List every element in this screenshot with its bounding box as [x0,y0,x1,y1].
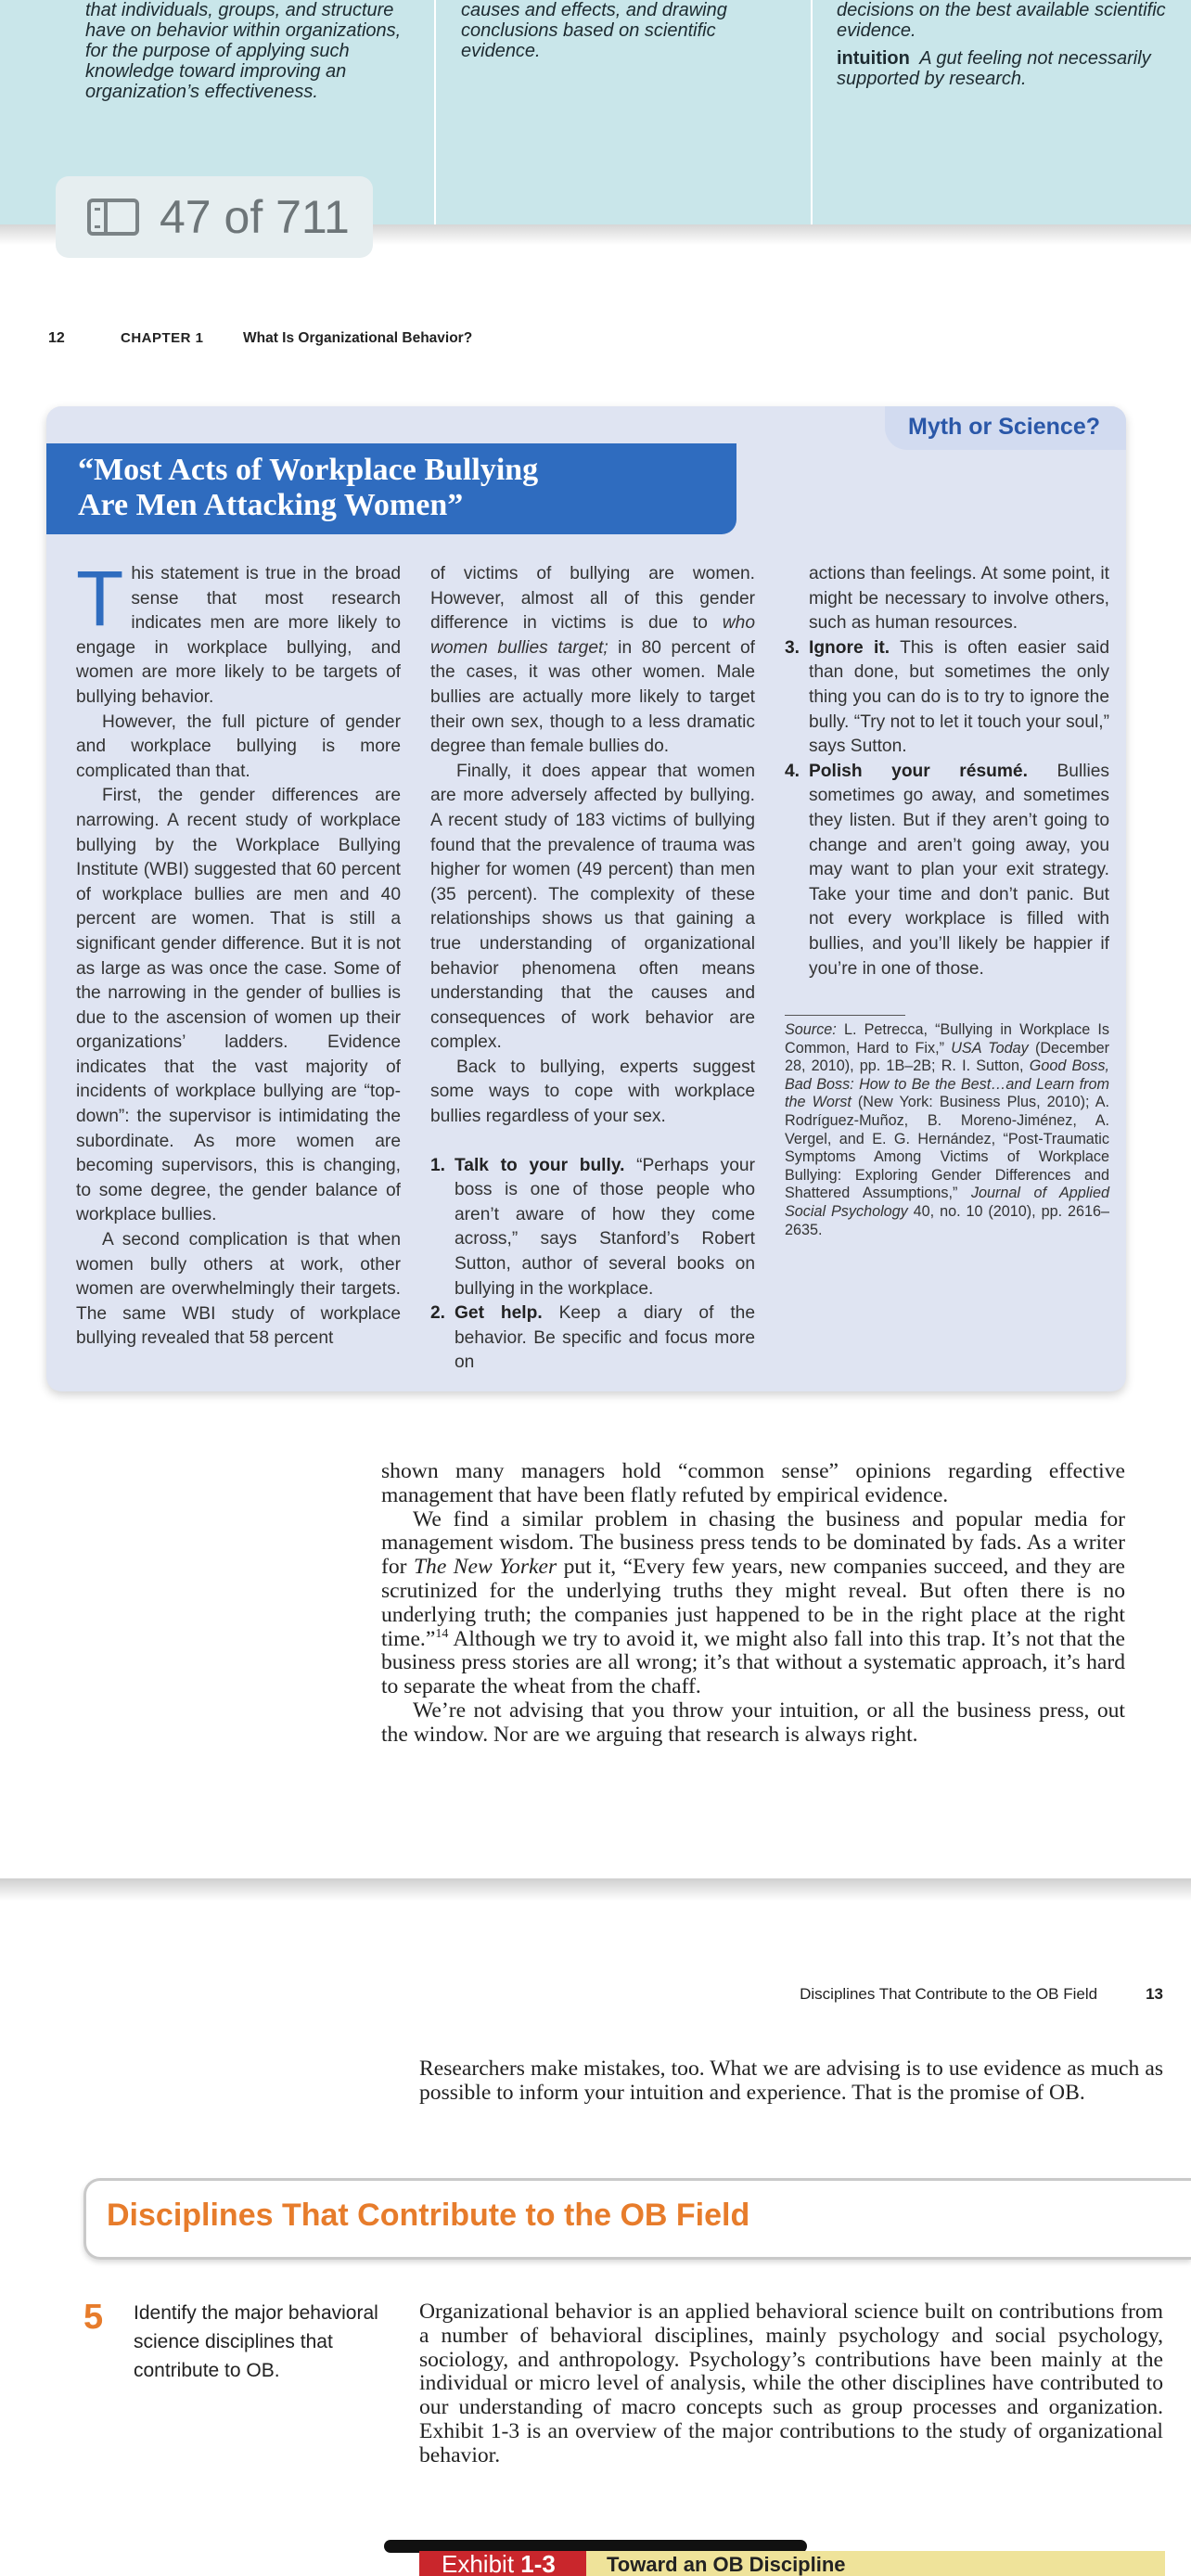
section-running-title: Disciplines That Contribute to the OB Field [800,1985,1098,2003]
footnote-ref[interactable]: 14 [435,1626,449,1641]
list-number: 3. [785,637,800,658]
page-number: 13 [1146,1985,1163,2003]
exhibit-word: Exhibit [442,2550,515,2576]
myth-title-line-2: Are Men Attacking Women” [78,488,464,522]
list-item [785,760,1109,981]
list-item-text: This is often easier said than done, but sometimes the only thing you can do is to try to ignore the bully. “Try not to let it touch your soul,” says Sutton. [809,637,1110,757]
tips-list [785,636,1109,981]
list-item [430,1301,755,1376]
list-item [785,636,1109,760]
list-item-text: Bullies sometimes go away, and sometimes they listen. But if they aren’t going to change and aren’t going away, you may want to plan your exit strategy. Take your time and don’t panic. But not every workplace is filled with bullies, and you’ll likely be happier if you’re in one of those. [809,761,1110,979]
paragraph [381,1508,1125,1699]
chapter-label: CHAPTER 1 [121,330,204,346]
paragraph-text: put it, “Every few years, new companies succeed, and they are scrutinized for the underlying truths they might reveal. But often there is no underlying truth; the companies just happened to be in the right place at the right time.” [381,1555,1125,1651]
paragraph: Researchers make mistakes, too. What we are advising is to use evidence as much as possible to inform your intuition and experience. That is the promise of OB. [419,2057,1163,2105]
paragraph: actions than feelings. At some point, it might be necessary to involve others, such as human resources. [809,564,1109,634]
source-divider [785,1015,905,1016]
paragraph-text: in 80 percent of the cases, it was other women. Male bullies are actually more likely to target their own sex, though to a less dramatic degree than female bullies do. [430,637,755,757]
citation-title: Good Boss, Bad Boss: How to Be the Best…and Learn from the Worst [785,1057,1109,1111]
paragraph: However, the full picture of gender and workplace bullying is more complicated than that. [76,711,401,781]
citation-text: L. Petrecca, “Bullying in Workplace Is Common, Hard to Fix,” [785,1021,1109,1057]
myth-column-1 [76,555,401,1376]
body-text-page-12 [381,1460,1125,1748]
myth-or-science-box [46,406,1126,1391]
source-label: Source: [785,1021,837,1039]
paragraph: Organizational behavior is an applied behavioral science built on contributions from a number of behavioral disciplines, mainly psychology and social psychology, sociology, and anthropology. Psychology’s contributions have been mainly at the individual or micro level of analysis, while the other disciplines have contributed to our understanding of macro concepts such as group processes and organization. Exhibit 1-3 is an overview of the major contributions to the study of organizational behavior. [419,2300,1163,2467]
chapter-title: What Is Organizational Behavior? [243,330,473,346]
list-item-heading: Get help. [455,1303,543,1324]
exhibit-header [419,2551,1165,2576]
page-break [0,1878,1191,1901]
column-divider [811,0,813,224]
page-counter-text: 47 of 711 [160,191,350,243]
paragraph: A second complication is that when women bully others at work, other women are overwhelmingly their targets. The same WBI study of workplace bullying revealed that 58 percent [76,1230,401,1349]
citation-text: 40, no. 10 (2010), pp. 2616–2635. [785,1203,1109,1238]
page-counter-badge[interactable] [56,176,373,258]
paragraph: shown many managers hold “common sense” opinions regarding effective management that have been flatly refuted by empirical evidence. [381,1459,1125,1507]
list-number: 1. [430,1155,446,1175]
learning-objective [83,2299,384,2385]
column-divider [434,0,436,224]
citation-text: (December 28, 2010), pp. 1B–2B; R. I. Sutton, [785,1039,1110,1075]
exhibit-number: 1-3 [520,2550,556,2576]
paragraph: Back to bullying, experts suggest some ways to cope with workplace bullies regardless of your sex. [430,1057,755,1127]
myth-column-3 [785,562,1109,1376]
margin-definition-3 [837,0,1171,89]
myth-or-science-tag: Myth or Science? [885,406,1126,450]
definition-fragment: decisions on the best available scientific evidence. [837,0,1166,41]
paragraph: Finally, it does appear that women are more adversely affected by bullying. A recent study of 183 victims of bullying found that the prevalence of trauma was higher for women (49 percent) than men (35 percent). The complexity of these relationships shows us that gaining a true understanding of organizational behavior phenomena often means understanding that the causes and consequences of work behavior are complex. [430,761,755,1053]
myth-columns [76,555,1110,1376]
source-citation [785,1021,1109,1239]
drop-cap: T [76,555,124,642]
body-text-page-13-top [419,2057,1163,2106]
list-number: 4. [785,761,800,781]
book-icon [87,199,139,236]
glossary-term: intuition [837,48,910,69]
margin-definition-1: that individuals, groups, and structure have on behavior within organizations, for the purpose of applying such knowledge toward improving an organization’s effectiveness. [85,0,402,102]
list-item [430,1154,755,1302]
citation-title: Journal of Applied Social Psychology [785,1185,1109,1221]
list-item-text: Keep a diary of the behavior. Be specific and focus more on [455,1303,756,1373]
paragraph-text: We find a similar problem in chasing the business and popular media for management wisdom. The business press tends to be dominated by fads. As a writer for [381,1506,1125,1580]
paragraph: We’re not advising that you throw your intuition, or all the business press, out the window. Nor are we arguing that research is always right. [381,1698,1125,1747]
list-item-heading: Talk to your bully. [455,1155,625,1175]
section-heading: Disciplines That Contribute to the OB Field [83,2178,1191,2260]
tips-list [430,1154,755,1376]
paragraph: First, the gender differences are narrowing. A recent study of workplace bullying by the Workplace Bullying Institute (WBI) suggested that 60 percent of workplace bullies are men and 40 percent are women. That is still a significant gender difference. But it is not as large as was once the case. Some of the narrowing in the gender of bullies is due to the ascension of women up their organizations’ ladders. Evidence indicates that the vast majority of incidents of workplace bullying are “top-down”: the supervisor is intimidating the subordinate. As more women are becoming supervisors, this is changing, to some degree, the gender balance of workplace bullies. [76,786,401,1225]
myth-title [46,443,736,534]
margin-definition-2: causes and effects, and drawing conclusions based on scientific evidence. [461,0,727,61]
paragraph [76,555,401,711]
paragraph [430,562,755,760]
exhibit-title: Toward an OB Discipline [586,2551,1165,2576]
objective-text: Identify the major behavioral science disciplines that contribute to OB. [134,2302,378,2381]
list-item-heading: Ignore it. [809,637,890,658]
list-item-text: “Perhaps your boss is one of those people who aren’t aware of how they come across,” says Stanford’s Robert Sutton, author of several books on bullying in the workplace. [455,1155,755,1299]
glossary-definition: A gut feeling not necessarily supported by research. [837,48,1151,89]
list-item-heading: Polish your résumé. [809,761,1028,781]
exhibit-label [419,2551,586,2576]
list-number: 2. [430,1303,446,1324]
running-header-page-13 [800,1985,1163,2004]
publication-title: The New Yorker [413,1555,557,1580]
emphasis: who women bullies target; [430,613,755,658]
paragraph-text: Although we try to avoid it, we might also fall into this trap. It’s not that the business press stories are all wrong; it’s that without a systematic approach, it’s hard to separate the wheat from the chaff. [381,1626,1125,1699]
myth-title-line-1: “Most Acts of Workplace Bullying [78,453,539,487]
paragraph-text: of victims of bullying are women. However, almost all of this gender difference in victims is due to [430,564,755,634]
citation-text: (New York: Business Plus, 2010); A. Rodríguez-Muñoz, B. Moreno-Jiménez, A. Vergel, and E. G. Hernández, “Post-Traumatic Symptoms Among Victims of Workplace Bullying: Exploring Gender Differences and Shattered Assumptions,” [785,1094,1110,1202]
body-text-page-13 [419,2300,1163,2468]
myth-column-2 [430,562,755,1376]
page-number: 12 [48,330,65,346]
objective-number: 5 [83,2298,104,2337]
intuition-definition [837,48,1171,89]
paragraph-text: his statement is true in the broad sense that most research indicates men are more likely to engage in workplace bullying, and women are more likely to be targets of bullying behavior. [76,564,401,707]
citation-title: USA Today [951,1039,1029,1057]
